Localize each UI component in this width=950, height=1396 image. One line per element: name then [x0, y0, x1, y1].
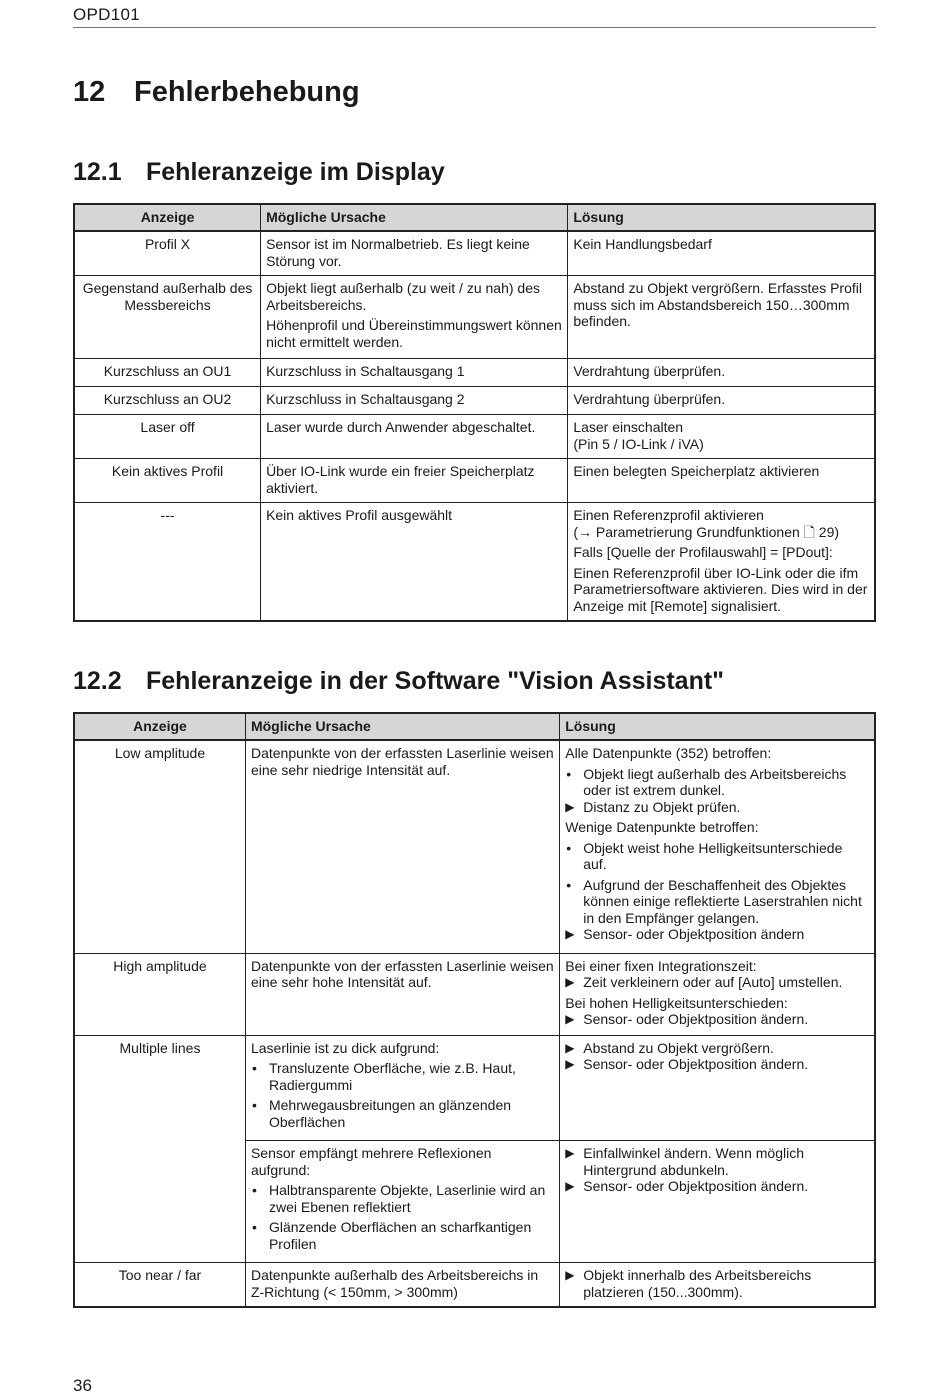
- action-item: ▶ Objekt innerhalb des Arbeitsbereichs platzieren (150...300mm).: [565, 1267, 869, 1300]
- loesung-cell: [568, 359, 875, 387]
- anzeige-cell: ---: [74, 503, 261, 622]
- loesung-cell: [568, 231, 875, 276]
- column-header: Anzeige: [74, 713, 245, 740]
- cell-text: Einen Referenzprofil über IO-Link oder die ifm Parametriersoftware aktivieren. Dies wird in der Anzeige mit [Remote] signalisiert.: [573, 564, 868, 614]
- cell-text: Objekt liegt außerhalb (zu weit / zu nah) des Arbeitsbereichs.: [266, 280, 540, 313]
- action-list: [565, 1011, 869, 1028]
- table-row: [74, 740, 875, 953]
- anzeige-cell: Profil X: [74, 231, 261, 276]
- ursache-cell: [261, 415, 568, 459]
- chapter-heading: [73, 76, 360, 109]
- loesung-cell: [568, 459, 875, 503]
- chapter-title: Fehlerbehebung: [134, 76, 360, 108]
- list-item: • Objekt liegt außerhalb des Arbeitsbereichs oder ist extrem dunkel.: [565, 766, 869, 799]
- anzeige-cell: Kurzschluss an OU2: [74, 387, 261, 415]
- ursache-cell: [261, 276, 568, 359]
- cell-text: Kein aktives Profil ausgewählt: [266, 507, 453, 523]
- table-row: [74, 1035, 875, 1141]
- list-item: • Aufgrund der Beschaffenheit des Objektes können einige reflektierte Laserstrahlen nicht in den Empfänger gelangen.: [565, 877, 869, 927]
- cell-text: Kurzschluss in Schaltausgang 1: [266, 363, 465, 379]
- action-list: [565, 1145, 869, 1195]
- section-number: 12.1: [73, 158, 122, 186]
- page-number: 36: [73, 1376, 92, 1395]
- cell-text: Abstand zu Objekt vergrößern. Erfasstes Profil muss sich im Abstandsbereich 150…300mm befinden.: [573, 280, 862, 329]
- column-header: Lösung: [560, 713, 875, 740]
- list-item: • Halbtransparente Objekte, Laserlinie wird an zwei Ebenen reflektiert: [251, 1182, 554, 1215]
- section-heading-12-1: [73, 158, 445, 187]
- cell-text: Über IO-Link wurde ein freier Speicherplatz aktiviert.: [266, 463, 535, 496]
- action-list: [565, 926, 869, 943]
- cell-text: Einen Referenzprofil aktivieren (→ Parametrierung Grundfunktionen 🗋 29): [573, 507, 840, 540]
- bullet-list: [251, 1182, 554, 1252]
- loesung-cell: [560, 953, 875, 1035]
- cell-text: Datenpunkte außerhalb des Arbeitsbereichs in Z-Richtung (< 150mm, > 300mm): [250, 1267, 539, 1300]
- table-header-row: [74, 204, 875, 231]
- anzeige-cell: Low amplitude: [74, 740, 245, 953]
- loesung-cell: [568, 503, 875, 622]
- action-item: ▶ Zeit verkleinern oder auf [Auto] umstellen.: [565, 974, 869, 991]
- action-item: ▶ Sensor- oder Objektposition ändern.: [565, 1056, 869, 1073]
- action-item: ▶ Sensor- oder Objektposition ändern.: [565, 1178, 869, 1195]
- table-row: [74, 503, 875, 622]
- ursache-cell: [261, 387, 568, 415]
- cell-text: Kurzschluss in Schaltausgang 2: [266, 391, 465, 407]
- loesung-cell: [560, 1141, 875, 1263]
- cell-text: Laserlinie ist zu dick aufgrund:: [250, 1039, 440, 1056]
- anzeige-cell: Kurzschluss an OU1: [74, 359, 261, 387]
- cell-text: Höhenprofil und Übereinstimmungswert können nicht ermittelt werden.: [266, 317, 562, 350]
- table-row: [74, 231, 875, 276]
- bullet-list: [565, 840, 869, 927]
- anzeige-cell: Gegenstand außerhalb des Messbereichs: [74, 276, 261, 359]
- table-row: [74, 359, 875, 387]
- cell-text: Verdrahtung überprüfen.: [573, 363, 726, 379]
- action-item: ▶ Sensor- oder Objektposition ändern.: [565, 1011, 869, 1028]
- anzeige-cell: Kein aktives Profil: [74, 459, 261, 503]
- column-header: Anzeige: [74, 204, 261, 231]
- table-header-row: [74, 713, 875, 740]
- section-heading-12-2: [73, 667, 724, 696]
- bullet-list: [251, 1060, 554, 1130]
- loesung-cell: [560, 740, 875, 953]
- action-list: [565, 1040, 869, 1073]
- anzeige-cell: High amplitude: [74, 953, 245, 1035]
- ursache-cell: [261, 359, 568, 387]
- cell-text: Laser wurde durch Anwender abgeschaltet.: [266, 419, 536, 435]
- ursache-cell: [245, 953, 559, 1035]
- anzeige-cell: Laser off: [74, 415, 261, 459]
- ursache-cell: [261, 503, 568, 622]
- ursache-cell: [245, 1263, 559, 1308]
- cell-text: Alle Datenpunkte (352) betroffen:: [565, 745, 772, 761]
- table-row: [74, 1263, 875, 1308]
- bullet-list: [565, 766, 869, 799]
- running-header: [73, 5, 876, 28]
- cell-text: Einen belegten Speicherplatz aktivieren: [573, 463, 820, 479]
- table-row: [74, 387, 875, 415]
- action-item: ▶ Einfallwinkel ändern. Wenn möglich Hintergrund abdunkeln.: [565, 1145, 869, 1178]
- ursache-cell: [245, 740, 559, 953]
- section-number: 12.2: [73, 667, 122, 695]
- list-item: • Mehrwegausbreitungen an glänzenden Oberflächen: [251, 1097, 554, 1130]
- cell-text: Verdrahtung überprüfen.: [573, 391, 726, 407]
- ursache-cell: [261, 231, 568, 276]
- ursache-cell: [245, 1035, 559, 1141]
- cell-text: Kein Handlungsbedarf: [573, 236, 712, 252]
- cell-text: Sensor empfängt mehrere Reflexionen aufgrund:: [250, 1145, 492, 1178]
- software-error-table: [73, 712, 876, 1308]
- cell-text: Sensor ist im Normalbetrieb. Es liegt keine Störung vor.: [266, 236, 530, 269]
- action-item: ▶ Abstand zu Objekt vergrößern.: [565, 1040, 869, 1057]
- loesung-cell: [568, 387, 875, 415]
- ursache-cell: [245, 1141, 559, 1263]
- cell-text: Laser einschalten (Pin 5 / IO-Link / iVA): [573, 419, 704, 452]
- anzeige-cell: Too near / far: [74, 1263, 245, 1308]
- list-item: • Transluzente Oberfläche, wie z.B. Haut, Radiergummi: [251, 1060, 554, 1093]
- table-row: [74, 459, 875, 503]
- loesung-cell: [560, 1035, 875, 1141]
- document-id: OPD101: [73, 5, 141, 24]
- section-title: Fehleranzeige in der Software "Vision Assistant": [146, 667, 725, 695]
- list-item: • Glänzende Oberflächen an scharfkantigen Profilen: [251, 1219, 554, 1252]
- action-list: [565, 1267, 869, 1300]
- cell-text: Wenige Datenpunkte betroffen:: [565, 819, 759, 835]
- chapter-number: 12: [73, 76, 106, 108]
- column-header: Mögliche Ursache: [245, 713, 559, 740]
- action-list: [565, 799, 869, 816]
- table-row: [74, 415, 875, 459]
- anzeige-cell: Multiple lines: [74, 1035, 245, 1263]
- loesung-cell: [568, 415, 875, 459]
- cell-text: Falls [Quelle der Profilauswahl] = [PDout]:: [573, 544, 833, 560]
- table-row: [74, 276, 875, 359]
- table-row: [74, 953, 875, 1035]
- cell-text: Bei einer fixen Integrationszeit:: [565, 957, 757, 974]
- action-item: ▶ Distanz zu Objekt prüfen.: [565, 799, 869, 816]
- list-item: • Objekt weist hohe Helligkeitsunterschiede auf.: [565, 840, 869, 873]
- action-item: ▶ Sensor- oder Objektposition ändern: [565, 926, 869, 943]
- cell-text: Datenpunkte von der erfassten Laserlinie weisen eine sehr hohe Intensität auf.: [250, 957, 554, 990]
- cell-text: Bei hohen Helligkeitsunterschieden:: [565, 994, 788, 1011]
- section-title: Fehleranzeige im Display: [146, 158, 445, 186]
- loesung-cell: [568, 276, 875, 359]
- column-header: Lösung: [568, 204, 875, 231]
- loesung-cell: [560, 1263, 875, 1308]
- cell-text: Datenpunkte von der erfassten Laserlinie weisen eine sehr niedrige Intensität auf.: [250, 745, 554, 778]
- action-list: [565, 974, 869, 991]
- display-error-table: [73, 203, 876, 622]
- column-header: Mögliche Ursache: [261, 204, 568, 231]
- ursache-cell: [261, 459, 568, 503]
